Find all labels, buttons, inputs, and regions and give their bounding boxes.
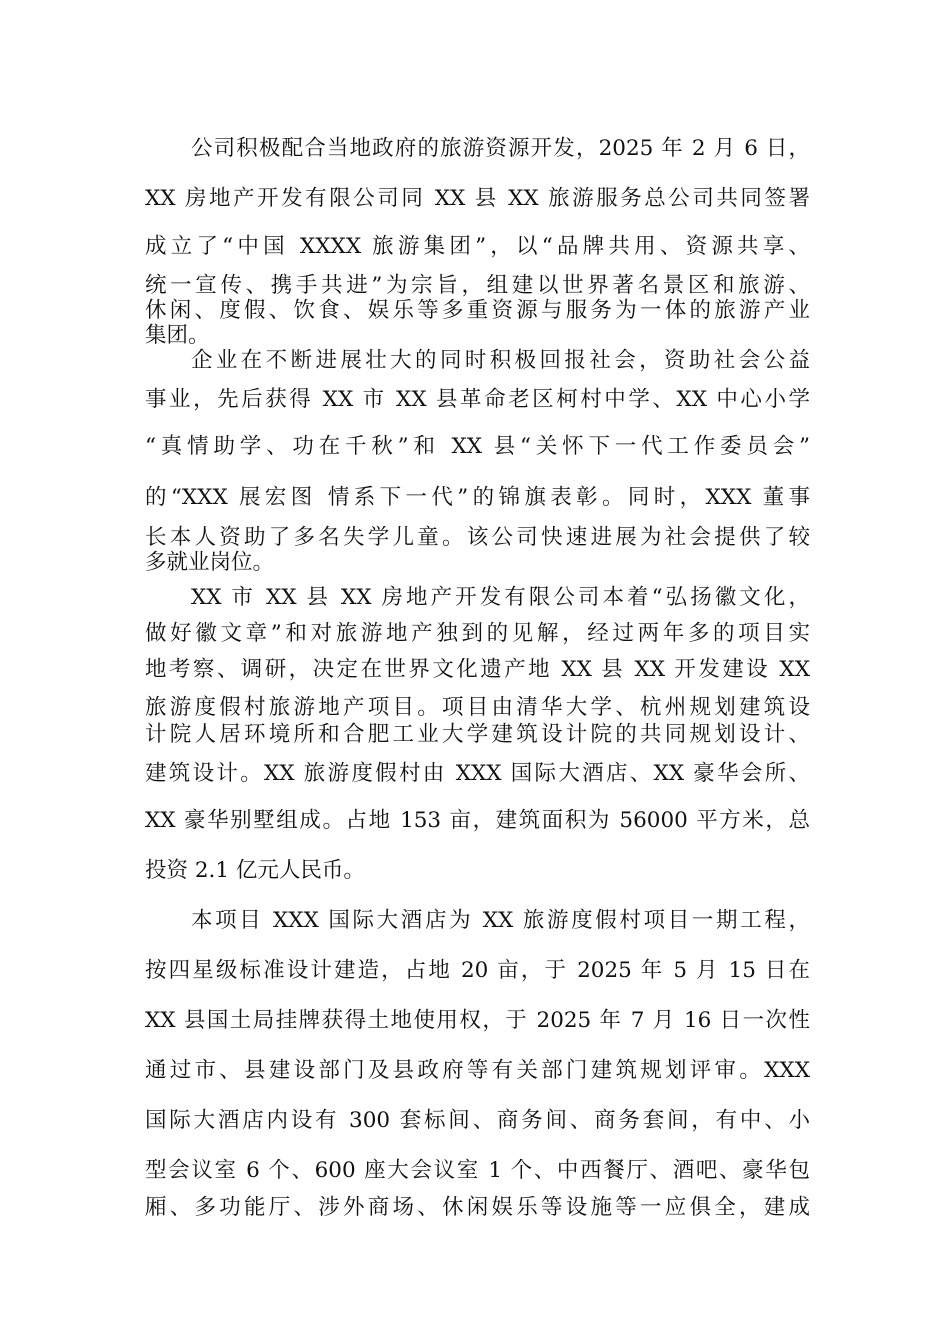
text-line: 统一宣传、携手共进”为宗旨，组建以世界著名景区和旅游、 [145, 273, 810, 298]
text-line: 公司积极配合当地政府的旅游资源开发，2025 年 2 月 6 日， [191, 136, 810, 161]
text-line: 投资 2.1 亿元人民币。 [145, 858, 365, 883]
text-line: 长本人资助了多名失学儿童。该公司快速进展为社会提供了较 [145, 525, 810, 550]
text-line: 建筑设计。XX 旅游度假村由 XXX 国际大酒店、XX 豪华会所、 [145, 761, 810, 786]
text-line: 地考察、调研，决定在世界文化遗产地 XX 县 XX 开发建设 XX [145, 657, 810, 682]
text-line: 型会议室 6 个、600 座大会议室 1 个、中西餐厅、酒吧、豪华包 [145, 1158, 810, 1183]
text-line: 集团。 [145, 323, 210, 348]
text-line: 事业，先后获得 XX 市 XX 县革命老区柯村中学、XX 中心小学 [145, 387, 810, 412]
text-line: XX 市 XX 县 XX 房地产开发有限公司本着“弘扬徽文化， [191, 585, 810, 610]
text-line: 按四星级标准设计建造，占地 20 亩，于 2025 年 5 月 15 日在 [145, 958, 810, 983]
text-line: 国际大酒店内设有 300 套标间、商务间、商务套间，有中、小 [145, 1108, 810, 1133]
text-line: “真情助学、功在千秋”和 XX 县“关怀下一代工作委员会” [145, 434, 810, 459]
text-line: XX 县国土局挂牌获得土地使用权，于 2025 年 7 月 16 日一次性 [145, 1008, 810, 1033]
text-line: 本项目 XXX 国际大酒店为 XX 旅游度假村项目一期工程， [191, 908, 810, 933]
text-line: 的“XXX 展宏图 情系下一代”的锦旗表彰。同时，XXX 董事 [145, 485, 810, 510]
text-line: 成立了“中国 XXXX 旅游集团”，以“品牌共用、资源共享、 [145, 234, 810, 259]
text-line: XX 豪华别墅组成。占地 153 亩，建筑面积为 56000 平方米，总 [145, 808, 810, 833]
text-line: 企业在不断进展壮大的同时积极回报社会，资助社会公益 [191, 348, 810, 373]
text-line: XX 房地产开发有限公司同 XX 县 XX 旅游服务总公司共同签署 [145, 186, 810, 211]
text-line: 休闲、度假、饮食、娱乐等多重资源与服务为一体的旅游产业 [145, 298, 810, 323]
text-line: 旅游度假村旅游地产项目。项目由清华大学、杭州规划建筑设 [145, 695, 810, 720]
text-line: 计院人居环境所和合肥工业大学建筑设计院的共同规划设计、 [145, 722, 810, 747]
text-line: 厢、多功能厅、涉外商场、休闲娱乐等设施等一应俱全，建成 [145, 1195, 810, 1220]
text-line: 做好徽文章”和对旅游地产独到的见解，经过两年多的项目实 [145, 621, 810, 646]
text-line: 通过市、县建设部门及县政府等有关部门建筑规划评审。XXX [145, 1058, 810, 1083]
text-line: 多就业岗位。 [145, 550, 275, 575]
